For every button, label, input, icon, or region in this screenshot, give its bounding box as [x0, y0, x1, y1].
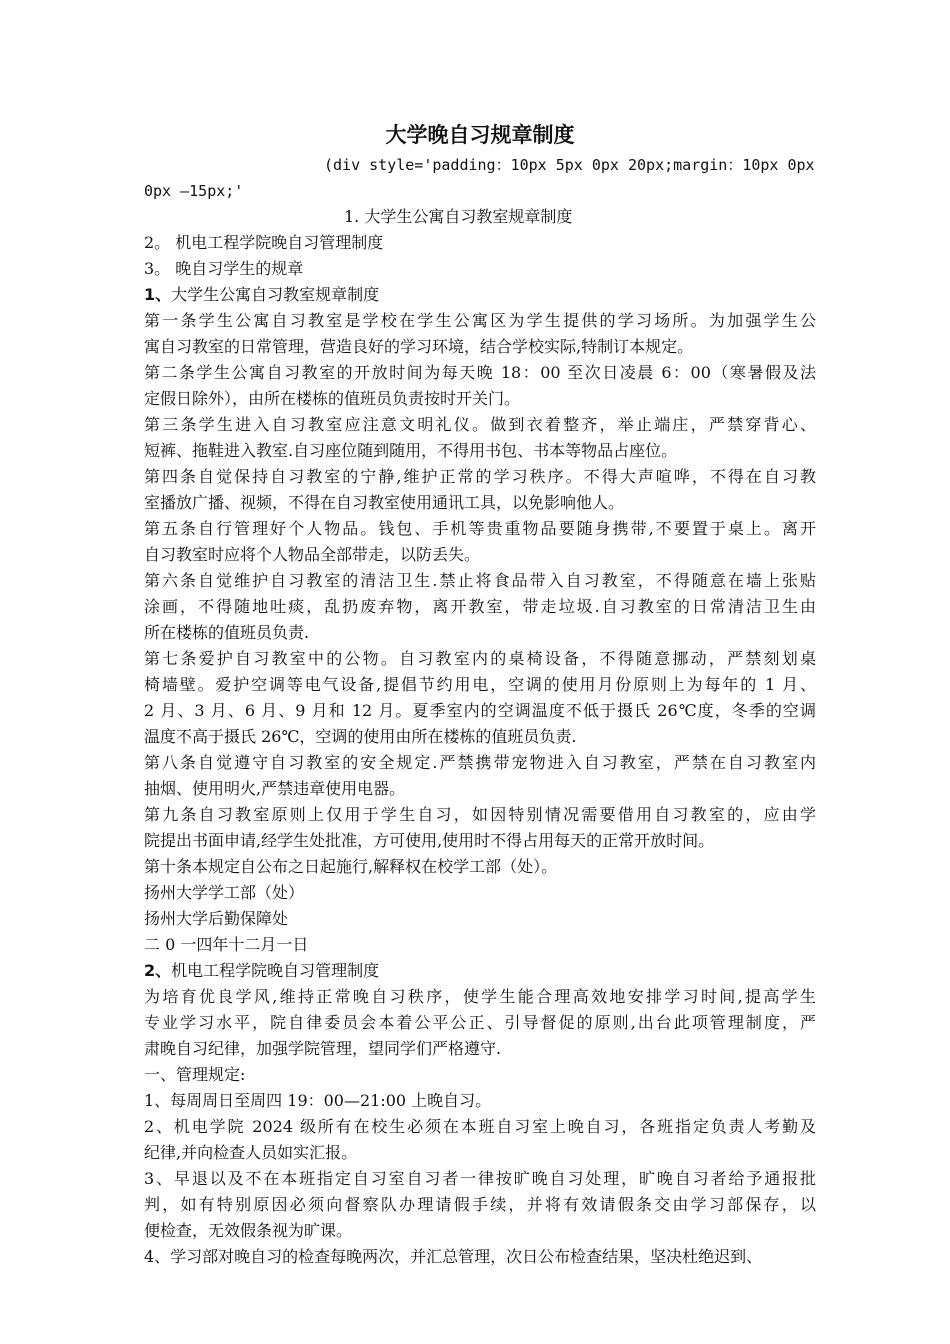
paragraph-line: 1、每周周日至周四 19：00—21:00 上晚自习。	[144, 1091, 492, 1110]
paragraph-line: 第二条学生公寓自习教室的开放时间为每天晚 18：00 至次日凌晨 6：00（寒暑假及法	[144, 363, 816, 382]
paragraph-line: 第四条自觉保持自习教室的宁静,维护正常的学习秩序。不得大声喧哗，不得在自习教	[144, 467, 816, 486]
paragraph-line: 第六条自觉维护自习教室的清洁卫生.禁止将食品带入自习教室，不得随意在墙上张贴	[144, 571, 816, 590]
paragraph-line: 判，如有特别原因必须向督察队办理请假手续，并将有效请假条交由学习部保存，以	[144, 1195, 816, 1214]
section-number: 1、	[144, 285, 172, 304]
paragraph-line: 一、管理规定:	[144, 1065, 246, 1084]
paragraph-line: 室播放广播、视频，不得在自习教室使用通讯工具，以免影响他人。	[144, 493, 625, 512]
code-text-line: 0px —15px;'	[144, 182, 244, 200]
paragraph-line: 第一条学生公寓自习教室是学校在学生公寓区为学生提供的学习场所。为加强学生公	[144, 311, 816, 330]
paragraph-line: 二 0 一四年十二月一日	[144, 935, 309, 954]
paragraph-line: 肃晚自习纪律，加强学院管理，望同学们严格遵守.	[144, 1039, 502, 1058]
paragraph-line: 温度不高于摄氏 26℃，空调的使用由所在楼栋的值班员负责.	[144, 727, 577, 746]
paragraph-line: 定假日除外），由所在楼栋的值班员负责按时开关门。	[144, 389, 521, 408]
paragraph-line: 第七条爱护自习教室中的公物。自习教室内的桌椅设备，不得随意挪动，严禁刻划桌	[144, 649, 816, 668]
paragraph-line: 第五条自行管理好个人物品。钱包、手机等贵重物品要随身携带,不要置于桌上。离开	[144, 519, 816, 538]
section-body	[144, 308, 816, 958]
paragraph-line: 所在楼栋的值班员负责.	[144, 623, 310, 642]
paragraph-line: 纪律,并向检查人员如实汇报。	[144, 1143, 358, 1162]
section-number: 2、	[144, 961, 172, 980]
paragraph-line: 第十条本规定自公布之日起施行,解释权在校学工部（处）。	[144, 857, 558, 876]
paragraph-line: 椅墙壁。爱护空调等电气设备,提倡节约用电，空调的使用月份原则上为每年的 1 月、	[144, 675, 816, 694]
section-heading-text: 大学生公寓自习教室规章制度	[171, 285, 380, 304]
paragraph-line: 第八条自觉遵守自习教室的安全规定.严禁携带宠物进入自习教室，严禁在自习教室内	[144, 753, 816, 772]
paragraph-line: 院提出书面申请,经学生处批准，方可使用,使用时不得占用每天的正常开放时间。	[144, 831, 715, 850]
paragraph-line: 扬州大学学工部（处）	[144, 883, 305, 902]
toc-item: 2。 机电工程学院晚自习管理制度	[144, 233, 384, 252]
paragraph-line: 涂画，不得随地吐痰，乱扔废弃物，离开教室，带走垃圾.自习教室的日常清洁卫生由	[144, 597, 816, 616]
paragraph-line: 专业学习水平，院自律委员会本着公平公正、引导督促的原则,出台此项管理制度，严	[144, 1013, 816, 1032]
paragraph-line: 抽烟、使用明火,严禁违章使用电器。	[144, 779, 406, 798]
toc-item: 3。 晚自习学生的规章	[144, 259, 304, 278]
toc-item: 1. 大学生公寓自习教室规章制度	[344, 207, 573, 226]
section-heading	[144, 958, 816, 984]
paragraph-line: 寓自习教室的日常管理，营造良好的学习环境，结合学校实际,特制订本规定。	[144, 337, 694, 356]
section-body	[144, 984, 816, 1270]
paragraph-line: 第九条自习教室原则上仅用于学生自习，如因特别情况需要借用自习教室的，应由学	[144, 805, 816, 824]
paragraph-line: 自习教室时应将个人物品全部带走，以防丢失。	[144, 545, 481, 564]
section-heading-text: 机电工程学院晚自习管理制度	[171, 961, 380, 980]
paragraph-line: 短裤、拖鞋进入教室.自习座位随到随用，不得用书包、书本等物品占座位。	[144, 441, 678, 460]
section-heading	[144, 282, 816, 308]
paragraph-line: 4、学习部对晚自习的检查每晚两次，并汇总管理，次日公布检查结果，坚决杜绝迟到、	[144, 1247, 763, 1266]
paragraph-line: 2 月、3 月、6 月、9 月和 12 月。夏季室内的空调温度不低于摄氏 26℃度，冬季的空调	[144, 701, 816, 720]
paragraph-line: 2、机电学院 2024 级所有在校生必须在本班自习室上晚自习，各班指定负责人考勤及	[144, 1117, 816, 1136]
paragraph-line: 为培育优良学风,维持正常晚自习秩序，使学生能合理高效地安排学习时间,提高学生	[144, 987, 816, 1006]
paragraph-line: 便检查，无效假条视为旷课。	[144, 1221, 353, 1240]
paragraph-line: 3、早退以及不在本班指定自习室自习者一律按旷晚自习处理，旷晚自习者给予通报批	[144, 1169, 816, 1188]
paragraph-line: 第三条学生进入自习教室应注意文明礼仪。做到衣着整齐，举止端庄，严禁穿背心、	[144, 415, 816, 434]
document-page	[144, 118, 816, 1270]
document-title: 大学晚自习规章制度	[385, 123, 575, 147]
code-text-line: (div style='padding：10px 5px 0px 20px;margin：10px 0px	[324, 156, 815, 174]
paragraph-line: 扬州大学后勤保障处	[144, 909, 289, 928]
